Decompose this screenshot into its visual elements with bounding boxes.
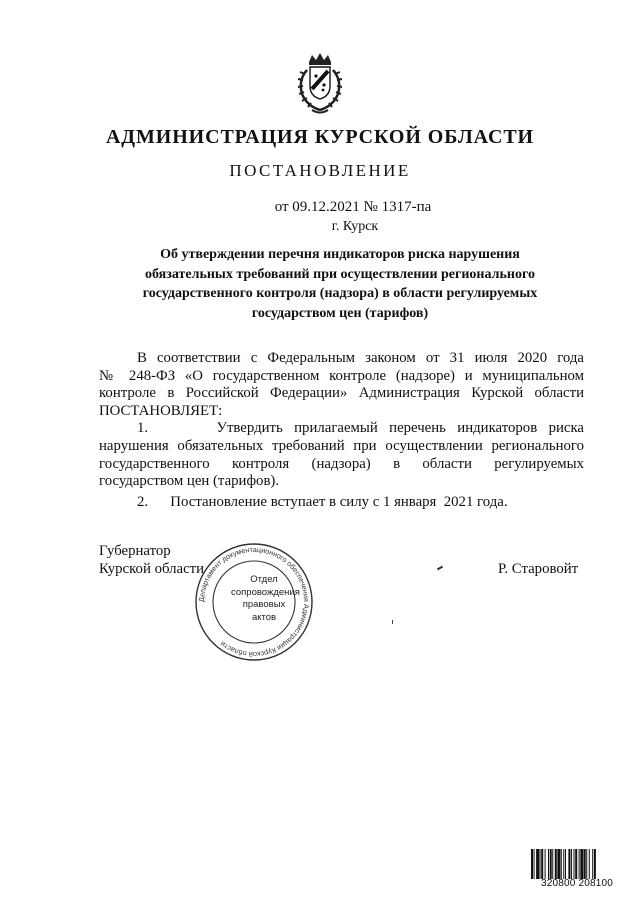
barcode-bar xyxy=(555,849,557,879)
document-subject xyxy=(100,245,580,323)
barcode-bar xyxy=(584,849,586,879)
subject-line: обязательных требований при осуществлении регионального xyxy=(145,266,535,282)
official-stamp xyxy=(193,541,315,663)
barcode-bar xyxy=(574,849,575,879)
document-date-number: от 09.12.2021 № 1317-па xyxy=(274,199,432,215)
document-body xyxy=(99,350,584,511)
barcode-graphic xyxy=(531,849,623,879)
signatory-position-line: Губернатор xyxy=(99,543,171,559)
barcode-bar xyxy=(571,849,572,879)
document-type-heading: ПОСТАНОВЛЕНИЕ xyxy=(229,161,411,180)
barcode-bar xyxy=(548,849,549,879)
barcode-bar xyxy=(536,849,539,879)
item-2-line: 2. Постановление вступает в силу с 1 января 2021 года. xyxy=(137,493,508,510)
stamp-ring-text: Департамент документационного обеспечения Администрации Курской области xyxy=(196,544,312,660)
preamble-line: № 248-ФЗ «О государственном контроле (надзоре) и муниципальном xyxy=(99,367,584,384)
barcode-bar xyxy=(534,849,535,879)
subject-line: государственного контроля (надзора) в области регулируемых xyxy=(142,286,538,301)
barcode-bar xyxy=(592,849,593,879)
signatory-position-line: Курской области xyxy=(99,560,205,577)
barcode-bar xyxy=(550,849,552,879)
signatory-name: Р. Старовойт xyxy=(498,561,579,577)
barcode-bar xyxy=(563,849,564,879)
barcode-bar xyxy=(589,849,590,879)
barcode-bar xyxy=(541,849,543,879)
item-1-line: 1. Утвердить прилагаемый перечень индикаторов риска xyxy=(137,420,584,437)
barcode-bar xyxy=(540,849,541,879)
barcode-bar xyxy=(531,849,533,879)
document-city: г. Курск xyxy=(331,219,379,234)
stamp-line: актов xyxy=(251,611,277,623)
item-1-line: нарушения обязательных требований при осуществлении регионального xyxy=(99,437,584,454)
barcode-bar xyxy=(565,849,566,879)
barcode-bar xyxy=(557,849,560,879)
subject-line: Об утверждении перечня индикаторов риска нарушения xyxy=(160,247,520,262)
item-1-line: государственного контроля (надзора) в области регулируемых xyxy=(99,455,584,472)
stamp-line: Отдел xyxy=(250,574,278,585)
barcode-bar xyxy=(594,849,596,879)
subject-line: государством цен (тарифов) xyxy=(251,305,429,321)
barcode-bar xyxy=(568,849,570,879)
stamp-line: сопровождения xyxy=(231,586,300,598)
barcode-bar xyxy=(561,849,562,879)
barcode-bar xyxy=(545,849,546,879)
organization-title: АДМИНИСТРАЦИЯ КУРСКОЙ ОБЛАСТИ xyxy=(105,126,535,148)
barcode-bar xyxy=(575,849,577,879)
stamp-inner-text xyxy=(231,574,300,624)
barcode-bar xyxy=(579,849,580,879)
stamp-line: правовых xyxy=(242,599,286,610)
signature-mark xyxy=(437,566,443,571)
signatory-position xyxy=(99,543,204,578)
barcode-number: 320800 208100 xyxy=(540,878,614,889)
preamble-line: контроле в Российской Федерации» Администрация Курской области xyxy=(99,385,584,402)
coat-of-arms-emblem xyxy=(293,52,347,118)
preamble-line: ПОСТАНОВЛЯЕТ: xyxy=(99,402,223,419)
barcode-bar xyxy=(586,849,587,879)
preamble-line: В соответствии с Федеральным законом от 31 июля 2020 года xyxy=(137,350,584,366)
barcode-bar xyxy=(580,849,583,879)
barcode-bar xyxy=(552,849,553,879)
item-1-line: государством цен (тарифов). xyxy=(99,473,280,490)
ink-dot xyxy=(392,620,393,624)
